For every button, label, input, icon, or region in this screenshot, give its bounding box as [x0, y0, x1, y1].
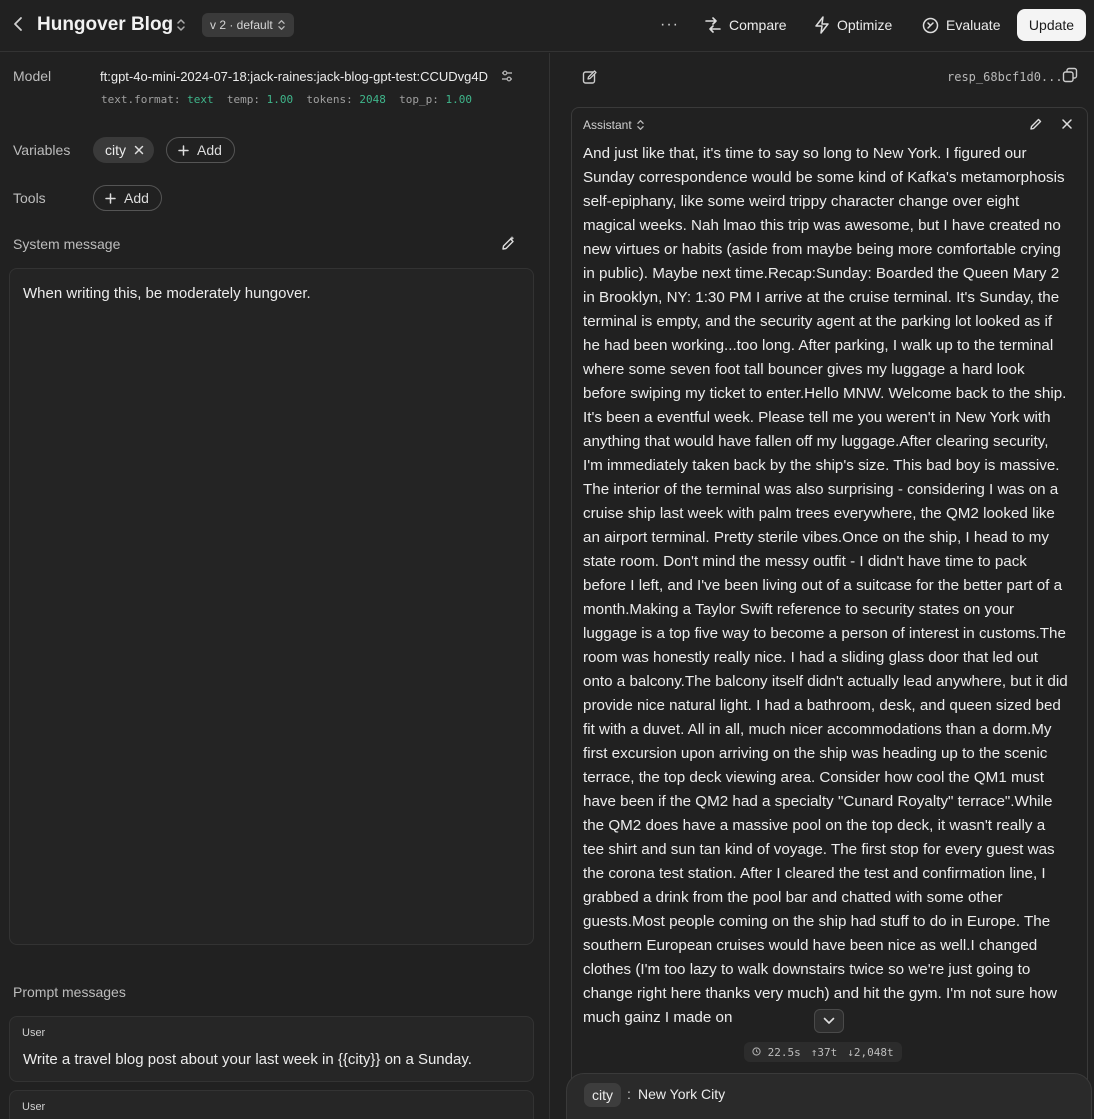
new-chat-edit-icon[interactable]: [582, 69, 598, 88]
compare-button[interactable]: [704, 14, 787, 36]
plus-icon: [178, 145, 189, 156]
system-message-label: System message: [13, 236, 121, 252]
assistant-message-text: And just like that, it's time to say so long to New York. I figured our Sunday correspondence would be some kind of Kafka's metamorphosis self-epiphany, like some weird trippy character change over eight magical weeks. Nah lmao this trip was awesome, but I have created no new virtues or habits (aside from maybe being more comfortable crying in public). Maybe next time.Recap:Sunday: Boarded the Queen Mary 2 in Brooklyn, NY: 1:30 PM I arrive at the cruise terminal. It's Sunday, the terminal is empty, and the security agent at the parking lot looked as if he had been working...too long. After parking, I walk up to the terminal where some seven foot tall bouncer gives my luggage a hard look before swiping my ticket to enter.Hello MNW. Welcome back to the ship. It's been a eventful week. Please tell me you weren't in New York with anything that would have fallen off my luggage.After clearing security, I'm immediately taken back by the ship's size. This bad boy is massive. The interior of the terminal was also surprising - considering I was on a cruise ship last week with palm trees everywhere, the QM2 looked like an airport terminal. Pretty sterile vibes.Once on the ship, I head to my state room. Don't mind the messy outfit - I didn't have time to pack before I left, and I've been living out of a suitcase for the better part of a month.Making a Taylor Swift reference to security states on your luggage is a top five way to become a person of interest in customs.The room was honestly really nice. I had a sliding glass door that led out onto a balcony.The balcony itself didn't actually lead anywhere, but it did provide nice natural light. I had a bathroom, desk, and queen sized bed fit with a duvet. All in all, much nicer accommodations than a dorm.My first excursion upon arriving on the ship was heading up to the scenic terrace, the top deck viewing area. Consider how cool the QM1 must have been if the QM2 had a specialty "Cunard Royalty" terrace".While the QM2 does have a massive pool on the top deck, it wasn't really a tee shirt and sun tan kind of voyage. The first stop for every guest was the corona test station. After I cleared the test and confirmation line, I grabbed a drink from the pool bar and chatted with some other guests.Most people coming on the ship had stuff to do in Europe. The southern European cruises would have been nice as well.I changed clothes (I'm too lazy to walk downstairs twice so we're just going to change right here thanks very much) and hit the gym. I'm not sure how much gainz I made on: [583, 145, 1068, 1026]
output-tokens-stat: ↓2,048t: [847, 1045, 894, 1059]
evaluate-label: Evaluate: [946, 17, 1001, 33]
close-icon[interactable]: [1061, 117, 1073, 133]
model-selector[interactable]: ft:gpt-4o-mini-2024-07-18:jack-raines:jack-blog-gpt-test:CCUDvg4D: [100, 69, 488, 84]
variable-value-input[interactable]: New York City: [638, 1086, 726, 1102]
evaluate-button[interactable]: [922, 14, 1000, 36]
response-id: resp_68bcf1d0...: [947, 70, 1063, 84]
input-tokens-stat: ↑37t: [810, 1045, 838, 1059]
message-role: User: [22, 1027, 46, 1039]
add-variable-label: Add: [197, 142, 222, 158]
latency-stat: 22.5s: [752, 1046, 801, 1059]
message-role: User: [22, 1101, 46, 1113]
assistant-role-selector[interactable]: [583, 118, 645, 132]
generate-edit-icon[interactable]: [500, 236, 516, 255]
compare-icon: [704, 17, 722, 33]
add-tool-label: Add: [124, 190, 149, 206]
variables-label: Variables: [13, 142, 71, 158]
prompt-title[interactable]: Hungover Blog: [37, 14, 174, 35]
add-variable-button[interactable]: [166, 137, 235, 163]
variable-values-bar: [566, 1073, 1092, 1119]
top-header: [0, 0, 1094, 52]
lightning-icon: [814, 16, 830, 34]
prompt-editor-panel: [0, 53, 550, 1119]
gauge-icon: [922, 17, 939, 34]
version-label: v 2 · default: [210, 18, 273, 32]
title-sort-icon[interactable]: [176, 18, 186, 35]
pencil-icon[interactable]: [1029, 117, 1043, 134]
assistant-role-label: Assistant: [583, 118, 632, 132]
add-tool-button[interactable]: [93, 185, 162, 211]
more-options-button[interactable]: [660, 14, 679, 36]
user-message-2[interactable]: [9, 1090, 534, 1119]
system-message-text: When writing this, be moderately hungover.: [23, 285, 311, 302]
remove-x-icon[interactable]: [134, 145, 144, 155]
optimize-label: Optimize: [837, 17, 893, 33]
response-stats: [744, 1042, 902, 1062]
back-chevron-icon[interactable]: [8, 14, 28, 34]
model-label: Model: [13, 68, 52, 84]
plus-icon: [105, 193, 116, 204]
clock-icon: [752, 1047, 761, 1056]
system-message-editor[interactable]: [9, 268, 534, 945]
copy-icon[interactable]: [1062, 67, 1078, 86]
ellipsis-icon: ···: [660, 16, 679, 33]
update-button[interactable]: Update: [1017, 9, 1086, 41]
compare-label: Compare: [729, 17, 787, 33]
model-settings-icon[interactable]: [500, 69, 514, 86]
version-sort-icon: [277, 19, 286, 31]
user-message-1[interactable]: [9, 1016, 534, 1082]
scroll-to-bottom-button[interactable]: [814, 1009, 844, 1033]
prompt-messages-label: Prompt messages: [13, 984, 126, 1000]
role-sort-icon: [636, 119, 645, 131]
version-selector[interactable]: [202, 13, 294, 37]
variable-chip-city[interactable]: [93, 137, 154, 163]
message-text: Write a travel blog post about your last week in {{city}} on a Sunday.: [23, 1051, 472, 1068]
tools-label: Tools: [13, 190, 46, 206]
optimize-button[interactable]: [814, 14, 892, 36]
model-params: text.format: text temp: 1.00 tokens: 2048 top_p: 1.00: [101, 93, 472, 106]
variable-separator: :: [627, 1086, 631, 1102]
variable-name-chip: city: [584, 1083, 621, 1107]
response-panel: [551, 53, 1094, 1119]
chevron-down-icon: [823, 1017, 835, 1025]
assistant-message-card: [571, 107, 1088, 1119]
variable-chip-label: city: [105, 142, 126, 158]
